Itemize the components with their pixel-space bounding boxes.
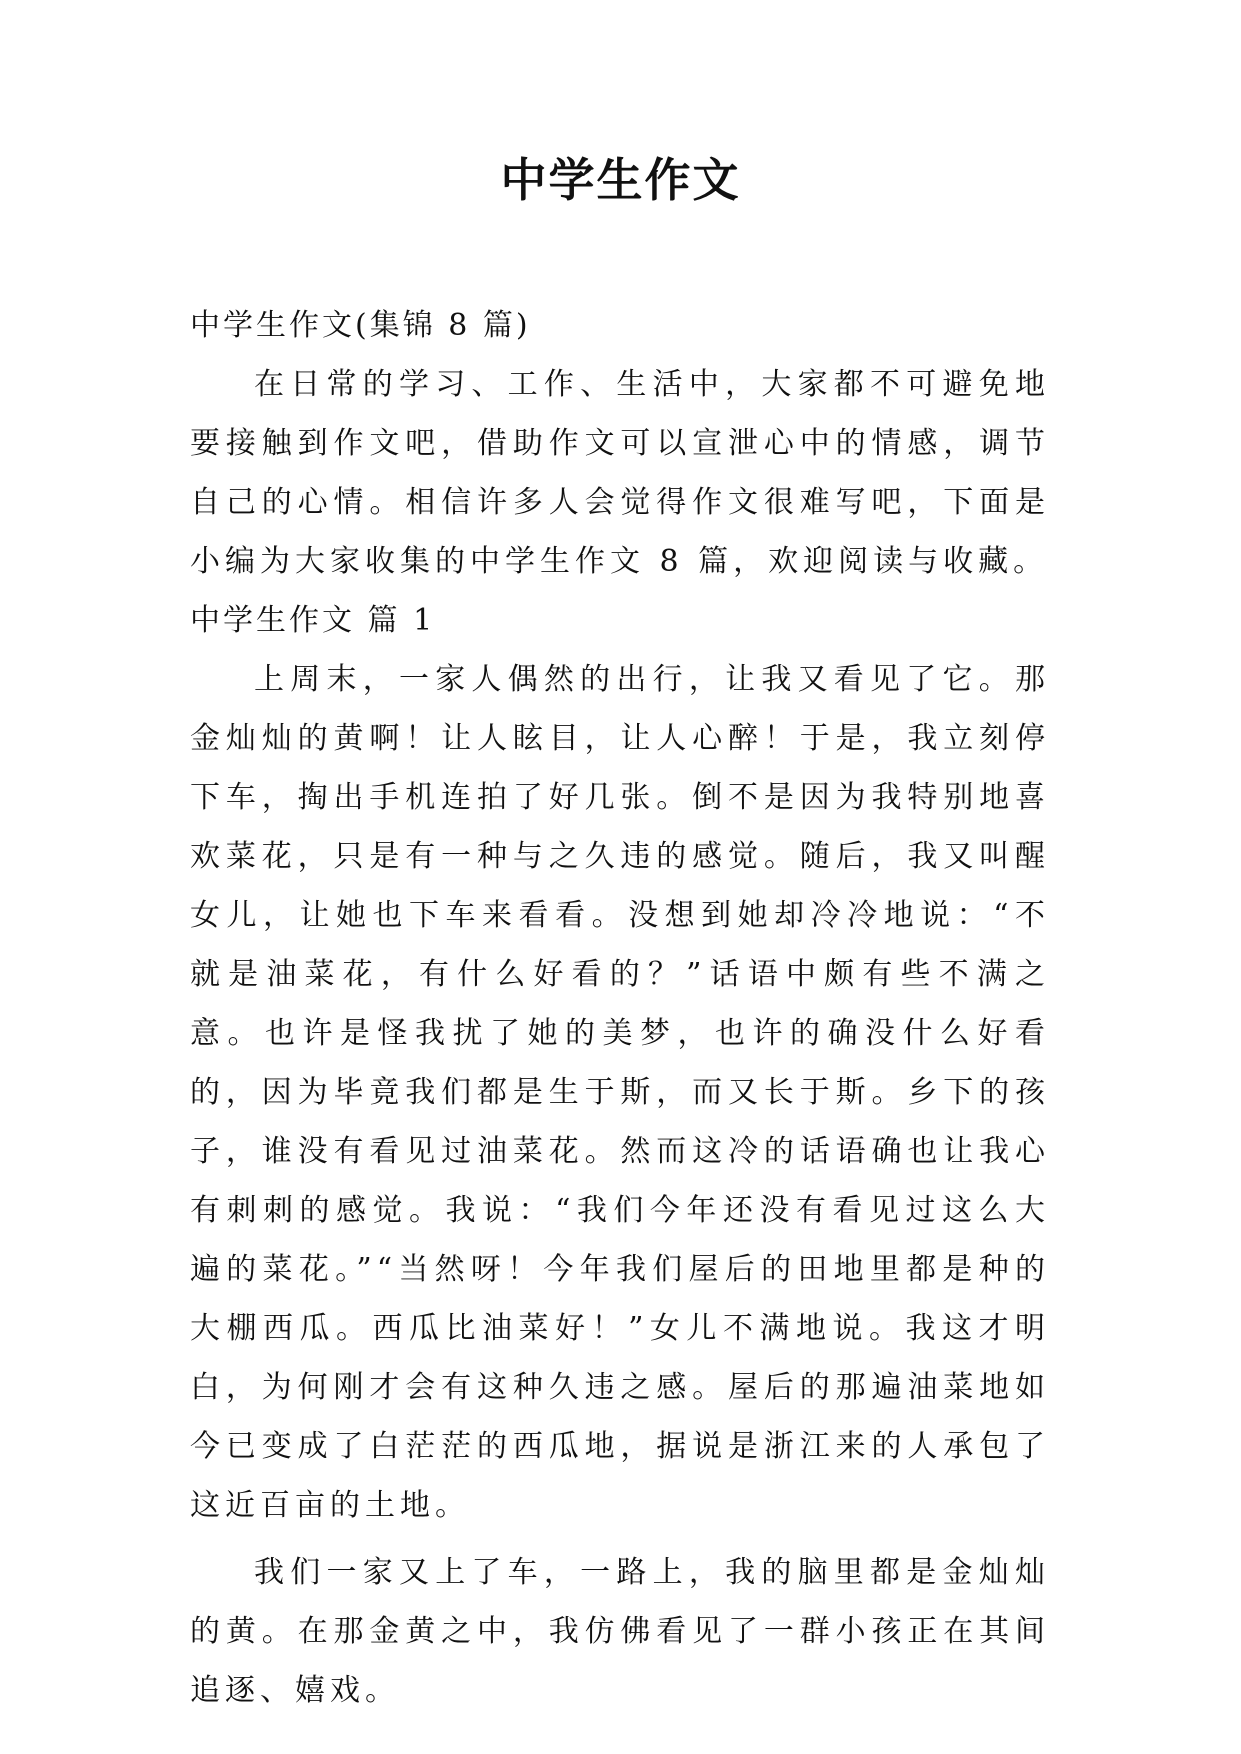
document-subtitle: 中学生作文(集锦 8 篇) — [190, 308, 531, 343]
document-body — [190, 296, 1050, 1720]
section-heading: 中学生作文 篇 1 — [190, 603, 436, 638]
document-title: 中学生作文 — [500, 153, 741, 207]
body-paragraph: 我们一家又上了车，一路上，我的脑里都是金灿灿的黄。在那金黄之中，我仿佛看见了一群小孩正在其间追逐、嬉戏。 — [190, 1555, 1050, 1708]
body-paragraph: 上周末，一家人偶然的出行，让我又看见了它。那金灿灿的黄啊！让人眩目，让人心醉！于是，我立刻停下车，掏出手机连拍了好几张。倒不是因为我特别地喜欢菜花，只是有一种与之久违的感觉。随后，我又叫醒女儿，让她也下车来看看。没想到她却冷冷地说：“不就是油菜花，有什么好看的？”话语中颇有些不满之意。也许是怪我扰了她的美梦，也许的确没什么好看的，因为毕竟我们都是生于斯，而又长于斯。乡下的孩子，谁没有看见过油菜花。然而这冷的话语确也让我心有刺刺的感觉。我说：“我们今年还没有看见过这么大遍的菜花。”“当然呀！今年我们屋后的田地里都是种的大棚西瓜。西瓜比油菜好！”女儿不满地说。我这才明白，为何刚才会有这种久违之感。屋后的那遍油菜地如今已变成了白茫茫的西瓜地，据说是浙江来的人承包了这近百亩的土地。 — [190, 662, 1050, 1523]
intro-paragraph: 在日常的学习、工作、生活中，大家都不可避免地要接触到作文吧，借助作文可以宣泄心中的情感，调节自己的心情。相信许多人会觉得作文很难写吧，下面是小编为大家收集的中学生作文 8 篇，欢迎阅读与收藏。 — [190, 367, 1050, 579]
